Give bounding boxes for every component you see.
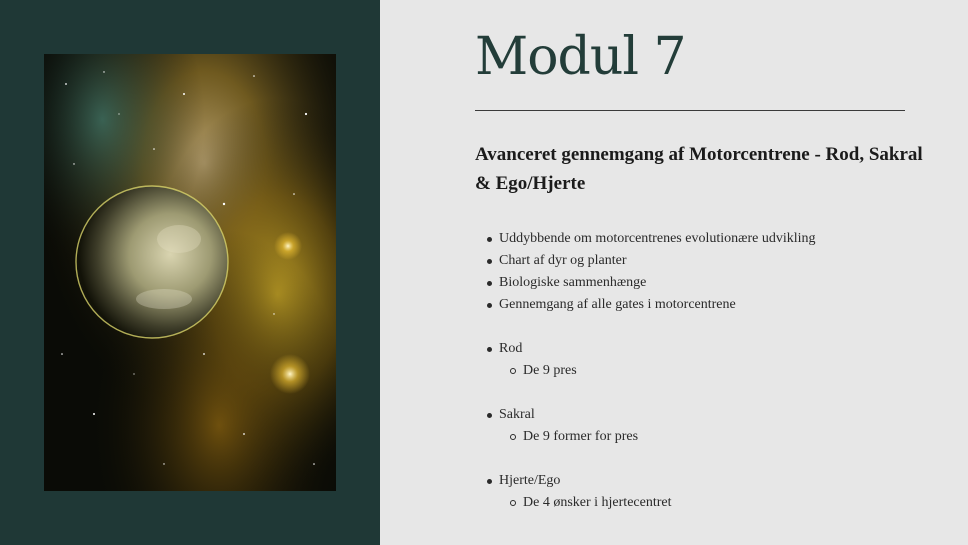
list-spacer bbox=[475, 316, 955, 338]
section-item-hjerte-ego: Hjerte/Ego bbox=[475, 470, 955, 492]
list-spacer bbox=[475, 448, 955, 470]
section-item-rod: Rod bbox=[475, 338, 955, 360]
list-spacer bbox=[475, 382, 955, 404]
list-item: Uddybbende om motorcentrenes evolutionære udvikling bbox=[475, 228, 955, 250]
sub-item: De 9 pres bbox=[475, 360, 955, 382]
sub-item: De 9 former for pres bbox=[475, 426, 955, 448]
list-item: Chart af dyr og planter bbox=[475, 250, 955, 272]
list-item: Biologiske sammenhænge bbox=[475, 272, 955, 294]
sub-item: De 4 ønsker i hjertecentret bbox=[475, 492, 955, 514]
slide-title: Modul 7 bbox=[475, 27, 686, 87]
title-divider bbox=[475, 110, 905, 111]
section-item-sakral: Sakral bbox=[475, 404, 955, 426]
planet-nebula-image bbox=[44, 54, 336, 491]
list-item: Gennemgang af alle gates i motorcentrene bbox=[475, 294, 955, 316]
bullet-list bbox=[475, 228, 955, 514]
slide-subtitle: Avanceret gennemgang af Motorcentrene - Rod, Sakral & Ego/Hjerte bbox=[475, 144, 923, 194]
slide-content bbox=[381, 0, 968, 545]
left-panel bbox=[0, 0, 380, 545]
